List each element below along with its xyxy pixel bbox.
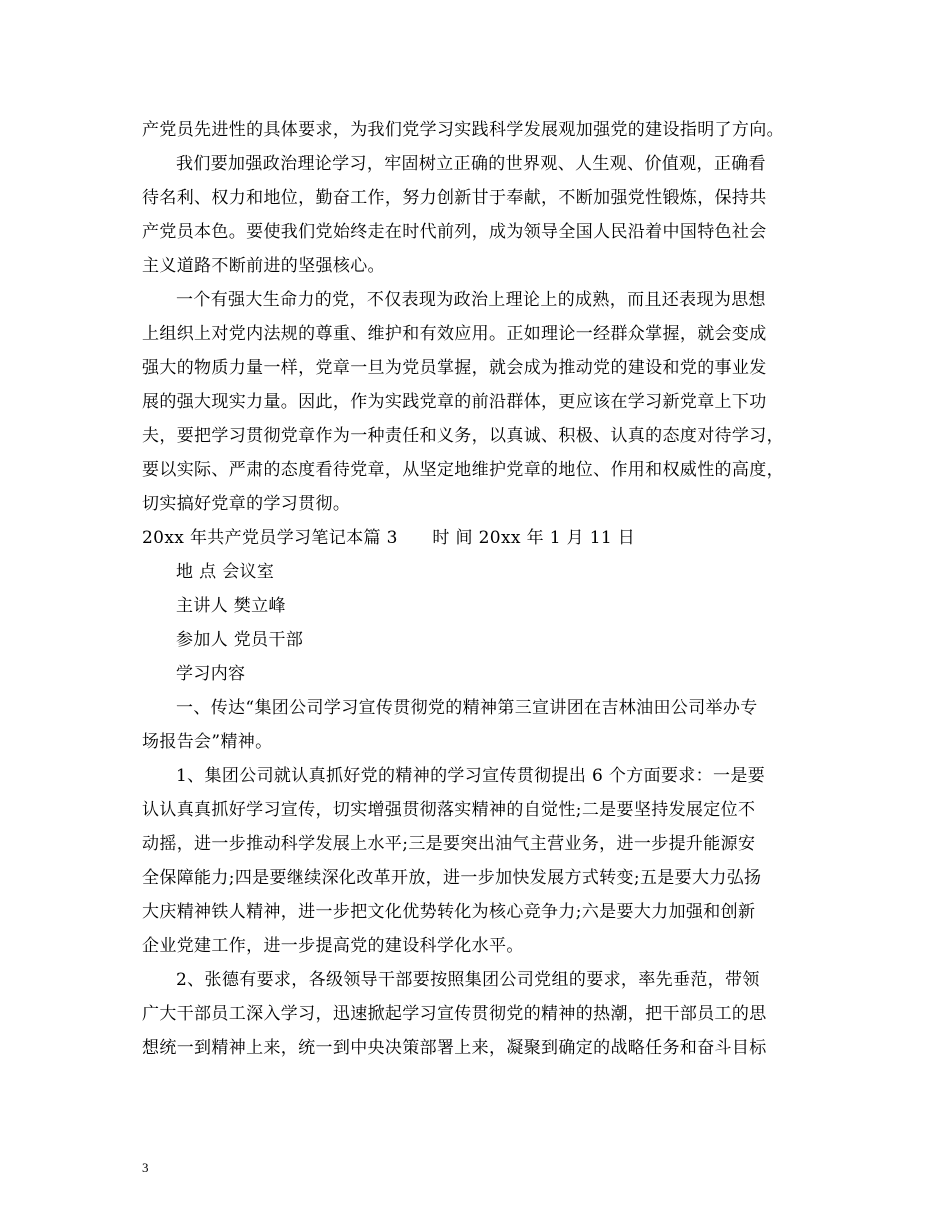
section-heading: 20xx 年共产党员学习笔记本篇 3 时 间 20xx 年 1 月 11 日 — [142, 528, 636, 548]
meeting-location: 地 点 会议室 — [176, 562, 275, 582]
text-line: 产党员本色。要使我们党始终走在时代前列，成为领导全国人民沿着中国特色社会 — [142, 222, 767, 242]
paragraph-start: 一、传达“集团公司学习宣传贯彻党的精神第三宣讲团在吉林油田公司举办专 — [176, 698, 758, 718]
text-line: 产党员先进性的具体要求，为我们党学习实践科学发展观加强党的建设指明了方向。 — [142, 120, 784, 140]
paragraph-start: 一个有强大生命力的党，不仅表现为政治上理论上的成熟，而且还表现为思想 — [176, 290, 766, 310]
text-line: 场报告会”精神。 — [142, 732, 273, 752]
text-line: 主义道路不断前进的坚强核心。 — [142, 256, 385, 276]
text-line: 要以实际、严肃的态度看待党章，从坚定地维护党章的地位、作用和权威性的高度， — [142, 460, 784, 480]
text-line: 夫，要把学习贯彻党章作为一种责任和义务，以真诚、积极、认真的态度对待学习， — [142, 426, 784, 446]
study-content-label: 学习内容 — [176, 664, 246, 684]
text-line: 强大的物质力量一样，党章一旦为党员掌握，就会成为推动党的建设和党的事业发 — [142, 358, 767, 378]
text-line: 动摇，进一步推动科学发展上水平;三是要突出油气主营业务，进一步提升能源安 — [142, 834, 756, 854]
text-line: 广大干部员工深入学习，迅速掀起学习宣传贯彻党的精神的热潮，把干部员工的思 — [142, 1004, 767, 1024]
page-number: 3 — [142, 1160, 149, 1175]
text-line: 上组织上对党内法规的尊重、维护和有效应用。正如理论一经群众掌握，就会变成 — [142, 324, 767, 344]
text-line: 认认真真抓好学习宣传，切实增强贯彻落实精神的自觉性;二是要坚持发展定位不 — [142, 800, 756, 820]
text-line: 大庆精神铁人精神，进一步把文化优势转化为核心竞争力;六是要大力加强和创新 — [142, 902, 756, 922]
paragraph-start: 2、张德有要求，各级领导干部要按照集团公司党组的要求，率先垂范，带领 — [176, 970, 760, 990]
text-line: 想统一到精神上来，统一到中央决策部署上来，凝聚到确定的战略任务和奋斗目标 — [142, 1038, 767, 1058]
text-line: 全保障能力;四是要继续深化改革开放，进一步加快发展方式转变;五是要大力弘扬 — [142, 868, 762, 888]
paragraph-start: 我们要加强政治理论学习，牢固树立正确的世界观、人生观、价值观，正确看 — [176, 154, 766, 174]
text-line: 展的强大现实力量。因此，作为实践党章的前沿群体，更应该在学习新党章上下功 — [142, 392, 767, 412]
meeting-participants: 参加人 党员干部 — [176, 630, 304, 650]
text-line: 待名利、权力和地位，勤奋工作，努力创新甘于奉献，不断加强党性锻炼，保持共 — [142, 188, 767, 208]
text-line: 企业党建工作，进一步提高党的建设科学化水平。 — [142, 936, 524, 956]
paragraph-start: 1、集团公司就认真抓好党的精神的学习宣传贯彻提出 6 个方面要求：一是要 — [176, 766, 766, 786]
meeting-speaker: 主讲人 樊立峰 — [176, 596, 286, 616]
text-line: 切实搞好党章的学习贯彻。 — [142, 494, 351, 514]
